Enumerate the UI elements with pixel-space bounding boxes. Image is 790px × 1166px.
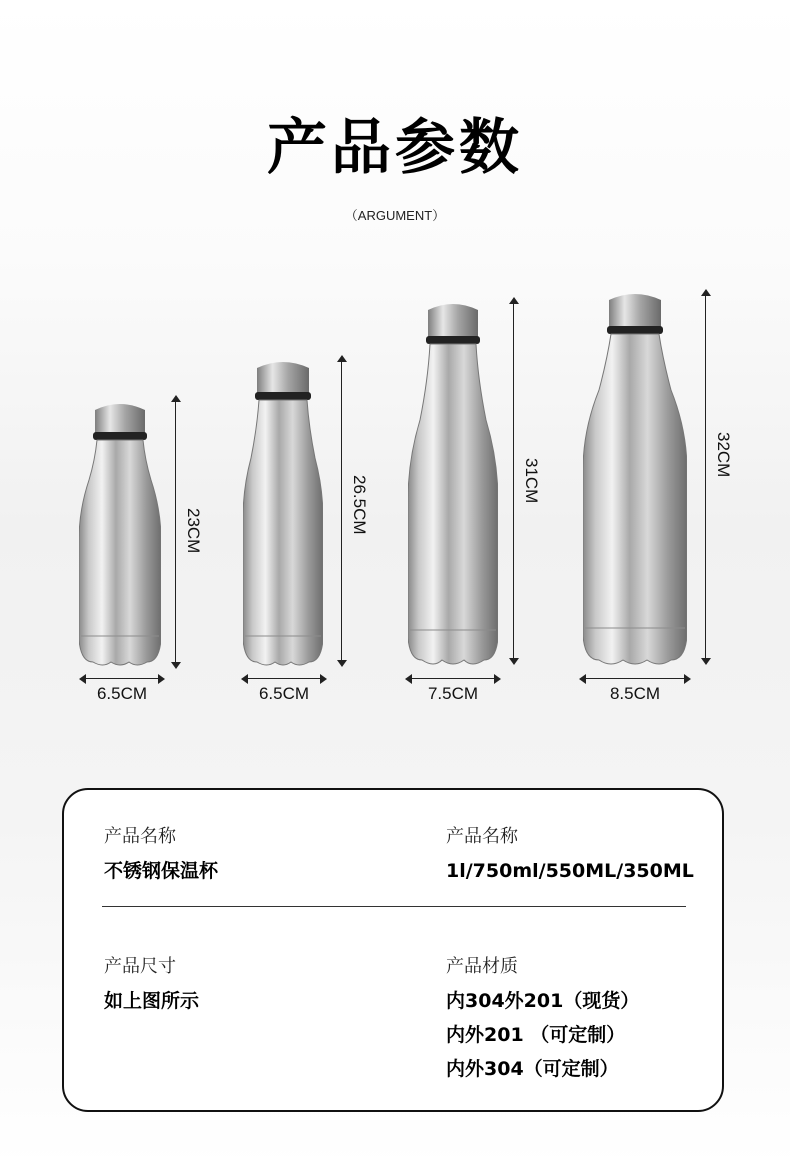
height-dimension-arrow bbox=[509, 302, 519, 660]
product-size-label: 产品尺寸 bbox=[104, 956, 176, 977]
height-label: 32CM bbox=[714, 432, 733, 478]
width-dimension-arrow bbox=[410, 674, 496, 684]
product-name-value: 不锈钢保温杯 bbox=[104, 860, 219, 882]
width-dimension-arrow bbox=[246, 674, 322, 684]
bottle-550ml-image bbox=[243, 358, 323, 668]
width-dimension-arrow bbox=[84, 674, 160, 684]
height-dimension-arrow bbox=[171, 400, 181, 664]
material-value: 内304外201（现货） bbox=[446, 990, 640, 1012]
width-dimension-arrow bbox=[584, 674, 686, 684]
spec-divider bbox=[102, 906, 686, 907]
page-title: 产品参数 bbox=[267, 113, 523, 183]
bottle-1l-image bbox=[583, 290, 687, 668]
height-dimension-arrow bbox=[337, 360, 347, 662]
spec-card bbox=[62, 788, 724, 1112]
product-size-value: 如上图所示 bbox=[104, 990, 200, 1012]
capacity-label: 产品名称 bbox=[446, 826, 518, 847]
material-value: 内外304（可定制） bbox=[446, 1058, 619, 1080]
product-name-label: 产品名称 bbox=[104, 826, 176, 847]
height-label: 31CM bbox=[522, 458, 541, 504]
height-label: 26.5CM bbox=[350, 475, 369, 535]
bottle-750ml-image bbox=[408, 300, 498, 668]
width-label: 6.5CM bbox=[96, 684, 148, 703]
material-value: 内外201 （可定制） bbox=[446, 1024, 626, 1046]
bottle-lineup bbox=[0, 270, 790, 710]
page-subtitle: （ARGUMENT） bbox=[344, 208, 446, 223]
bottle-350ml-image bbox=[79, 400, 161, 668]
width-label: 8.5CM bbox=[609, 684, 661, 703]
width-label: 7.5CM bbox=[427, 684, 479, 703]
width-label: 6.5CM bbox=[258, 684, 310, 703]
height-dimension-arrow bbox=[701, 294, 711, 660]
height-label: 23CM bbox=[184, 508, 203, 554]
capacity-value: 1l/750ml/550ML/350ML bbox=[446, 860, 694, 882]
material-label: 产品材质 bbox=[446, 956, 518, 977]
